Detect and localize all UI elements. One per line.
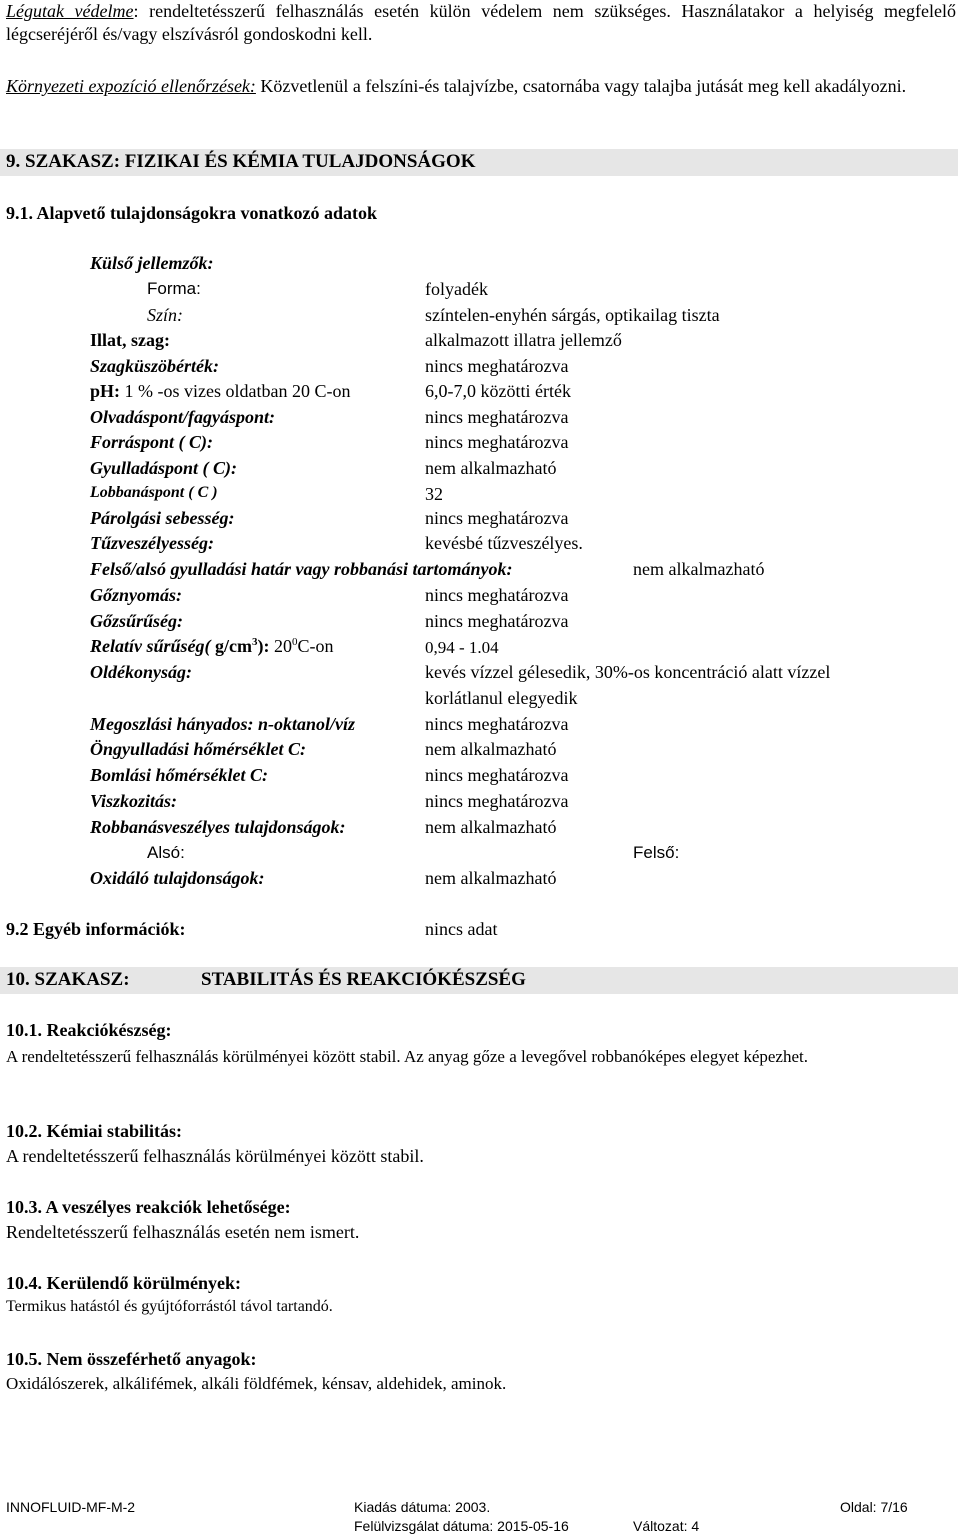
- ph-label: [90, 381, 350, 402]
- relative-density-label-e: C-on: [297, 636, 334, 656]
- subsection-9-2-value: nincs adat: [425, 919, 498, 939]
- footer-review-date: Felülvizsgálat dátuma: 2015-05-16: [354, 1518, 569, 1534]
- explosive-properties-value: nem alkalmazható: [425, 817, 557, 837]
- explosion-limits-value: nem alkalmazható: [633, 559, 765, 579]
- respiratory-text: : rendeltetésszerű felhasználás esetén külön védelem nem szükséges. Használatakor a helyiség megfelelő légcseréjéről és/vagy elszívásról gondoskodni kell.: [6, 1, 956, 44]
- footer-doc-code: INNOFLUID-MF-M-2: [6, 1499, 136, 1515]
- footer-version: Változat: 4: [633, 1518, 700, 1534]
- solubility-value-line-2: korlátlanul elegyedik: [425, 688, 578, 708]
- melting-point-label: Olvadáspont/fagyáspont:: [90, 407, 276, 427]
- color-value: színtelen-enyhén sárgás, optikailag tiszta: [425, 305, 720, 325]
- vapor-density-label: Gőzsűrűség:: [90, 611, 184, 631]
- ph-label-bold: pH:: [90, 381, 121, 401]
- section-9-title: 9. SZAKASZ: FIZIKAI ÉS KÉMIA TULAJDONSÁGOK: [6, 151, 476, 172]
- flammability-value: kevésbé tűzveszélyes.: [425, 533, 583, 553]
- subsection-10-5-text: Oxidálószerek, alkálifémek, alkáli földfémek, kénsav, aldehidek, aminok.: [6, 1374, 507, 1393]
- subsection-10-3-text: Rendeltetésszerű felhasználás esetén nem ismert.: [6, 1222, 360, 1242]
- environmental-exposure-paragraph: [6, 75, 956, 98]
- oxidizing-properties-label: Oxidáló tulajdonságok:: [90, 868, 265, 888]
- oxidizing-properties-value: nem alkalmazható: [425, 868, 557, 888]
- flammability-label: Tűzveszélyesség:: [90, 533, 214, 553]
- odor-threshold-label: Szagküszöbérték:: [90, 356, 220, 376]
- relative-density-sup2: 0: [292, 636, 298, 648]
- relative-density-sup: 3: [252, 636, 258, 648]
- upper-limit-label: Felső:: [633, 843, 680, 862]
- respiratory-label: Légutak védelme: [6, 1, 134, 21]
- vapor-density-value: nincs meghatározva: [425, 611, 569, 631]
- relative-density-label-d: 20: [274, 636, 292, 656]
- form-label: Forma:: [147, 279, 201, 298]
- ph-label-rest: 1 % -os vizes oldatban 20 C-on: [120, 381, 351, 401]
- decomposition-value: nincs meghatározva: [425, 765, 569, 785]
- vapor-pressure-label: Gőznyomás:: [90, 585, 183, 605]
- solubility-value-line-1: kevés vízzel gélesedik, 30%-os koncentráció alatt vízzel: [425, 662, 831, 682]
- respiratory-protection-paragraph: [6, 0, 956, 46]
- subsection-10-1-title: 10.1. Reakciókészség:: [6, 1020, 172, 1040]
- boiling-point-label: Forráspont ( C):: [90, 432, 214, 452]
- form-value: folyadék: [425, 279, 488, 299]
- odor-threshold-value: nincs meghatározva: [425, 356, 569, 376]
- odor-label: Illat, szag:: [90, 330, 170, 350]
- subsection-9-1-title: 9.1. Alapvető tulajdonságokra vonatkozó adatok: [6, 203, 378, 223]
- section-10-header: [0, 967, 958, 994]
- relative-density-label-a: Relatív sűrűség(: [90, 636, 211, 656]
- subsection-10-4-title: 10.4. Kerülendő körülmények:: [6, 1273, 242, 1293]
- autoignition-label: Öngyulladási hőmérséklet C:: [90, 739, 307, 759]
- odor-value: alkalmazott illatra jellemző: [425, 330, 622, 350]
- melting-point-value: nincs meghatározva: [425, 407, 569, 427]
- subsection-10-4-text: Termikus hatástól és gyújtóforrástól távol tartandó.: [6, 1298, 333, 1315]
- relative-density-label: [90, 636, 334, 657]
- autoignition-value: nem alkalmazható: [425, 739, 557, 759]
- flash-point-label: Lobbanáspont ( C ): [90, 484, 218, 501]
- relative-density-label-c: ):: [257, 636, 274, 656]
- subsection-9-2-title: 9.2 Egyéb információk:: [6, 919, 186, 939]
- solubility-label: Oldékonyság:: [90, 662, 192, 682]
- subsection-10-1-text: A rendeltetésszerű felhasználás körülményei között stabil. Az anyag gőze a levegővel robbanóképes elegyet képezhet.: [6, 1047, 808, 1066]
- ignition-point-value: nem alkalmazható: [425, 458, 557, 478]
- flash-point-value: 32: [425, 484, 443, 504]
- boiling-point-value: nincs meghatározva: [425, 432, 569, 452]
- explosive-properties-label: Robbanásveszélyes tulajdonságok:: [90, 817, 346, 837]
- color-label: Szín:: [147, 305, 183, 325]
- section-10-title: STABILITÁS ÉS REAKCIÓKÉSZSÉG: [201, 969, 526, 990]
- viscosity-label: Viszkozitás:: [90, 791, 178, 811]
- env-label: Környezeti expozíció ellenőrzések:: [6, 76, 256, 96]
- relative-density-value: 0,94 - 1.04: [425, 638, 499, 657]
- ph-value: 6,0-7,0 közötti érték: [425, 381, 571, 401]
- vapor-pressure-value: nincs meghatározva: [425, 585, 569, 605]
- footer-issue-date: Kiadás dátuma: 2003.: [354, 1499, 491, 1515]
- subsection-10-2-text: A rendeltetésszerű felhasználás körülményei között stabil.: [6, 1146, 424, 1166]
- evaporation-rate-value: nincs meghatározva: [425, 508, 569, 528]
- ignition-point-label: Gyulladáspont ( C):: [90, 458, 238, 478]
- subsection-10-3-title: 10.3. A veszélyes reakciók lehetősége:: [6, 1197, 291, 1217]
- appearance-label: Külső jellemzők:: [90, 253, 214, 273]
- footer-page: Oldal: 7/16: [840, 1499, 908, 1515]
- env-text: Közvetlenül a felszíni-és talajvízbe, csatornába vagy talajba jutását meg kell akadályozni.: [255, 76, 907, 96]
- section-10-number: 10. SZAKASZ:: [6, 969, 130, 990]
- lower-limit-label: Alsó:: [147, 843, 185, 862]
- subsection-10-5-title: 10.5. Nem összeférhető anyagok:: [6, 1349, 257, 1369]
- explosion-limits-label: Felső/alsó gyulladási határ vagy robbanási tartományok:: [90, 559, 513, 579]
- relative-density-label-b: g/cm: [210, 636, 252, 656]
- decomposition-label: Bomlási hőmérséklet C:: [90, 765, 269, 785]
- section-9-header: [0, 149, 958, 176]
- subsection-10-2-title: 10.2. Kémiai stabilitás:: [6, 1121, 182, 1141]
- viscosity-value: nincs meghatározva: [425, 791, 569, 811]
- partition-coefficient-label: Megoszlási hányados: n-oktanol/víz: [90, 714, 356, 734]
- evaporation-rate-label: Párolgási sebesség:: [90, 508, 235, 528]
- partition-coefficient-value: nincs meghatározva: [425, 714, 569, 734]
